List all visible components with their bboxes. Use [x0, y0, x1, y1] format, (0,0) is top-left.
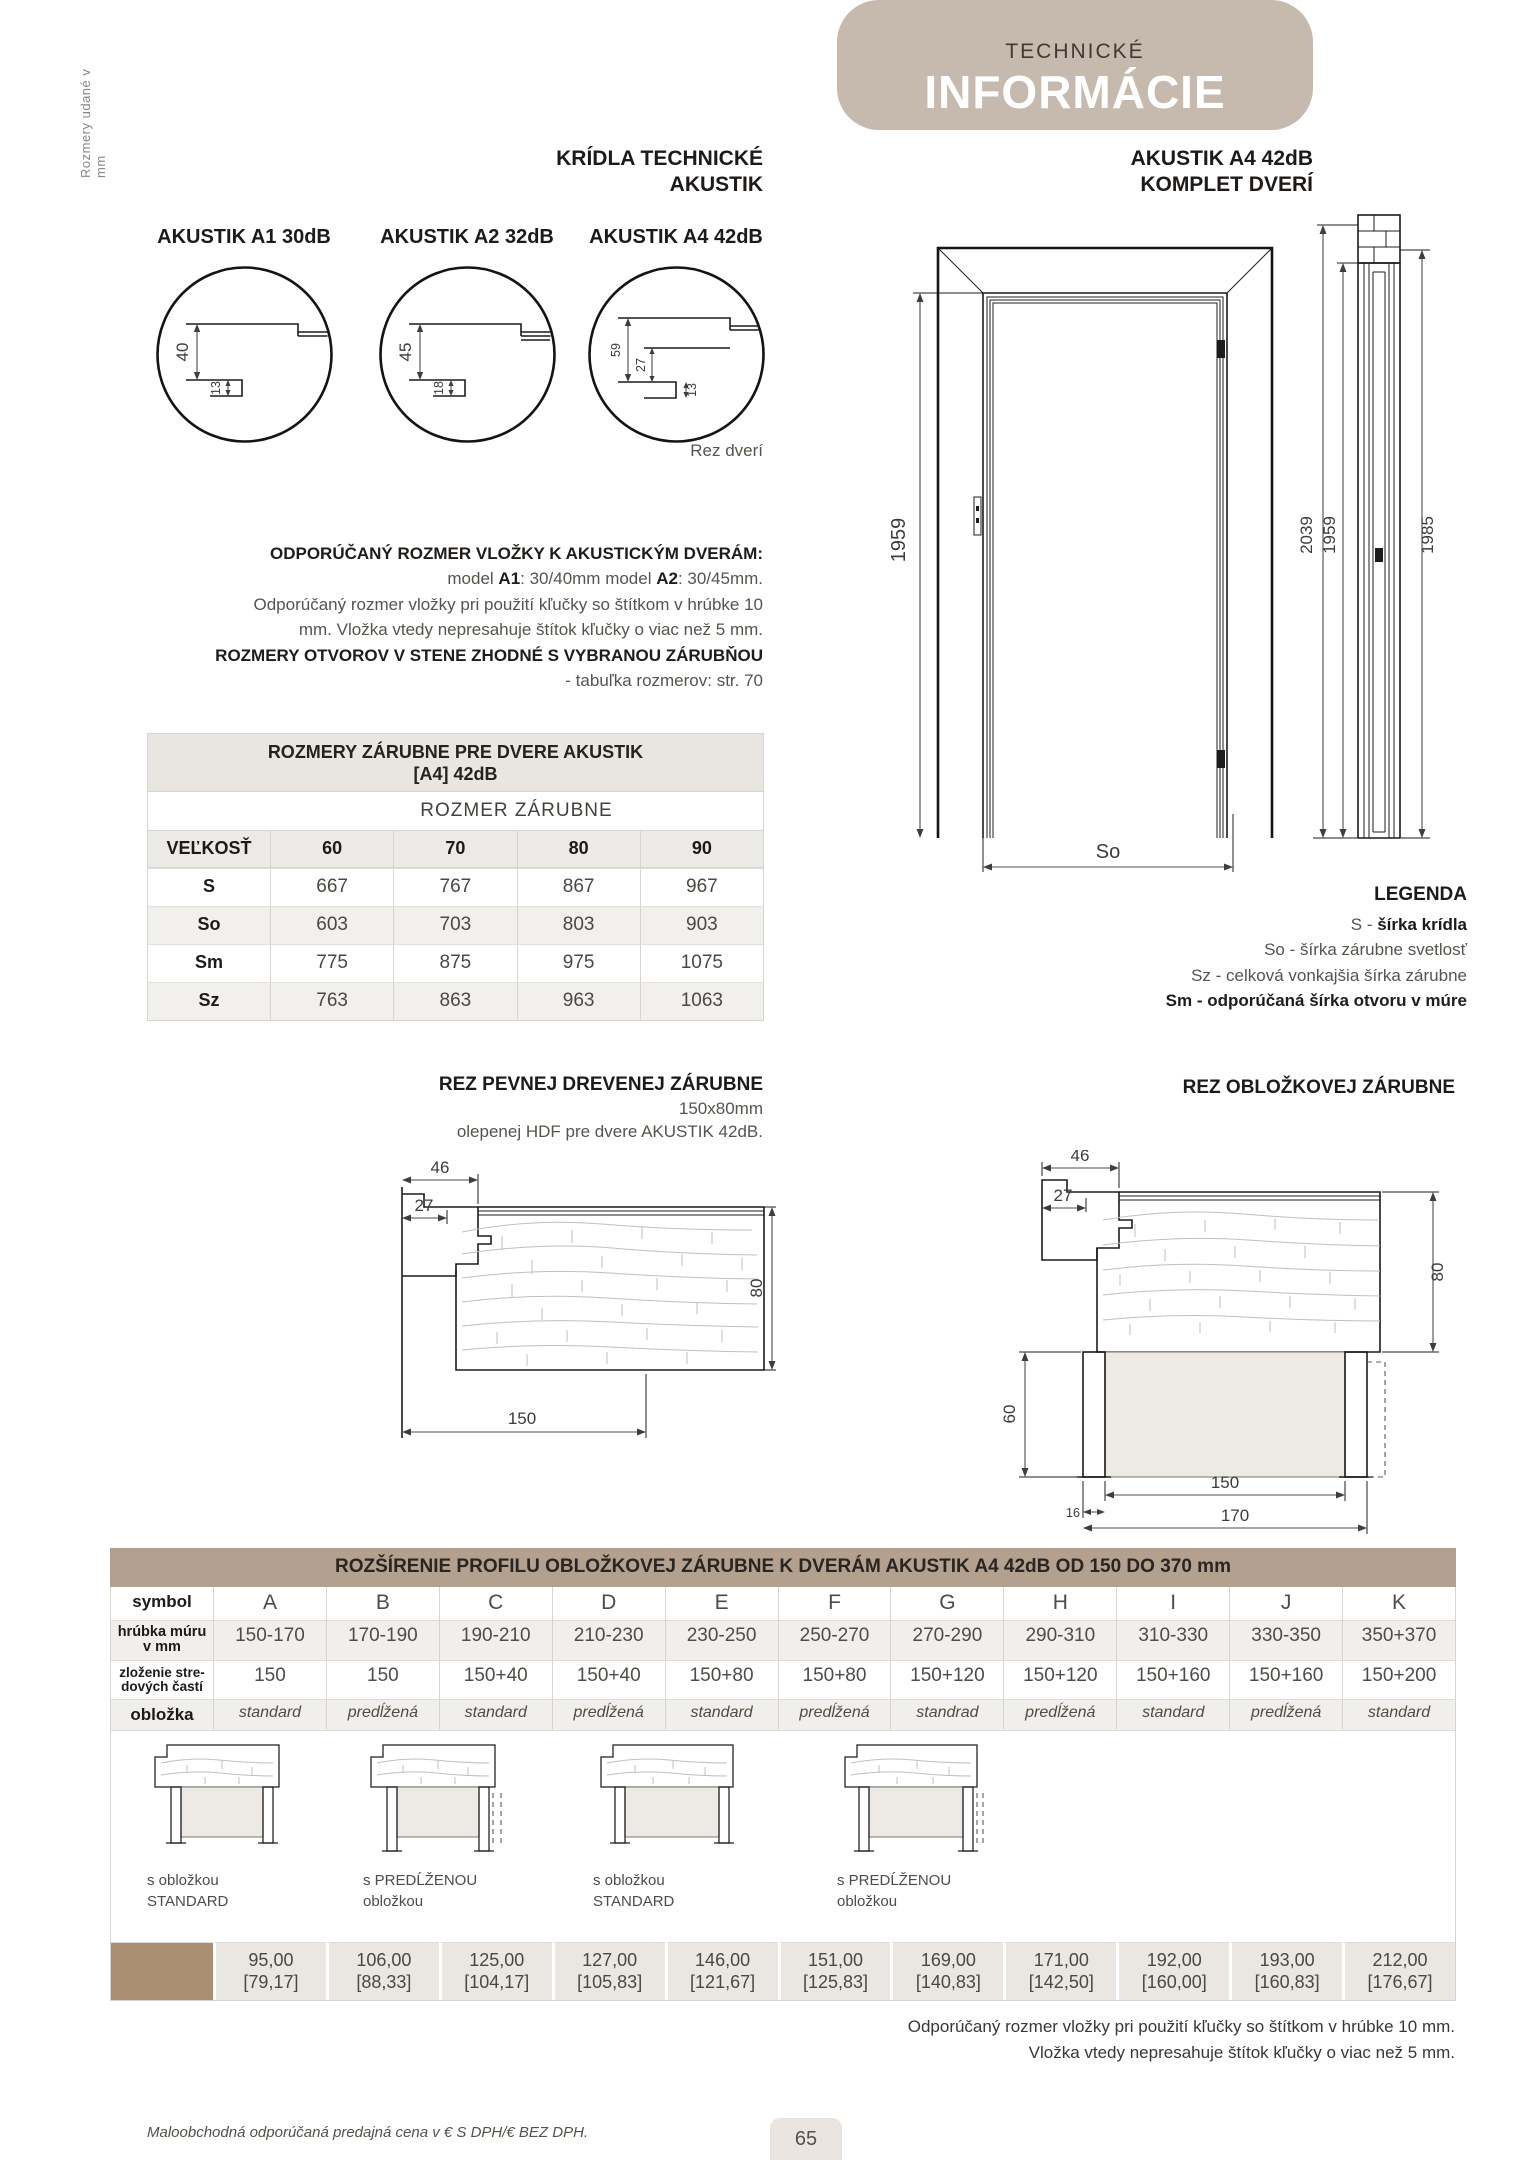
table-cell: 875: [393, 944, 516, 982]
row-label: hrúbka múru v mm: [111, 1620, 213, 1660]
badge-kicker: TECHNICKÉ: [1005, 40, 1145, 63]
section-header-badge: [837, 0, 1313, 130]
table-cell: 150+160: [1229, 1660, 1342, 1699]
profile-drawing-svg: [363, 1737, 513, 1859]
profile-drawing-svg: [837, 1737, 987, 1859]
section-subtitle: olepenej HDF pre dvere AKUSTIK 42dB.: [456, 1122, 763, 1141]
dim-label: 13: [685, 383, 699, 397]
table-cell: 963: [517, 982, 640, 1020]
rez-oblozkovej-drawing: [985, 1150, 1470, 1545]
profile-drawing-svg: [593, 1737, 743, 1859]
table-cell: 170-190: [326, 1620, 439, 1660]
casing-right: [1345, 1352, 1367, 1477]
price-cell: 171,00 [142,50]: [1003, 1942, 1116, 2000]
table-rozmery-zarubne: [147, 733, 764, 1021]
circle-title-a4: AKUSTIK A4 42dB: [589, 226, 763, 248]
table1-subtitle: ROZMER ZÁRUBNE: [148, 792, 763, 831]
circle-diagram-a1: [152, 262, 337, 447]
table-cell: standrad: [890, 1699, 1003, 1730]
hinge-mark: [1217, 340, 1225, 358]
legend-title: LEGENDA: [1374, 884, 1467, 905]
table-cell: predĺžená: [326, 1699, 439, 1730]
dim-label: 27: [414, 1196, 434, 1215]
table-cell: D: [552, 1587, 665, 1620]
caption-rez-dveri: Rez dverí: [690, 441, 763, 460]
dim-label: 13: [209, 381, 223, 395]
table-cell: predĺžená: [552, 1699, 665, 1730]
circle-diagram-a2: [375, 262, 560, 447]
heading-line: AKUSTIK: [669, 173, 763, 196]
row-label: zloženie stre- dových častí: [111, 1660, 213, 1699]
heading-line: KRÍDLA TECHNICKÉ: [556, 147, 763, 170]
intro-line: mm. Vložka vtedy nepresahuje štítok kľučky o viac než 5 mm.: [298, 620, 763, 640]
circle-diagram-a4: [584, 262, 769, 447]
dim-label: 80: [1428, 1262, 1447, 1282]
table2-composition-row: [111, 1660, 1455, 1699]
dim-label: 46: [1070, 1150, 1090, 1165]
table-cell: 903: [640, 906, 763, 944]
drawing-label: s obložkou STANDARD: [593, 1872, 675, 1910]
intro-line: model A1: 30/40mm model A2: 30/45mm.: [447, 569, 763, 589]
circle-title-a2: AKUSTIK A2 32dB: [380, 226, 554, 248]
heading-line: KOMPLET DVERÍ: [1140, 173, 1313, 196]
intro-line: - tabuľka rozmerov: str. 70: [565, 671, 763, 691]
table-cell: 150+80: [665, 1660, 778, 1699]
profile-drawing-extended-2: [837, 1737, 997, 1912]
heading-line: AKUSTIK A4 42dB: [1130, 147, 1313, 170]
footer-price-note: Maloobchodná odporúčaná predajná cena v € S DPH/€ BEZ DPH.: [147, 2124, 589, 2141]
table-cell: 763: [270, 982, 393, 1020]
table-cell: 270-290: [890, 1620, 1003, 1660]
door-diagram: [885, 210, 1470, 880]
table-cell: 703: [393, 906, 516, 944]
table-cell: standard: [439, 1699, 552, 1730]
dim-label: 27: [634, 358, 648, 372]
table1-row-sz: [148, 982, 763, 1020]
table-cell: 150+120: [1003, 1660, 1116, 1699]
table-cell: 190-210: [439, 1620, 552, 1660]
table-cell: 150+160: [1116, 1660, 1229, 1699]
table-cell: 803: [517, 906, 640, 944]
note-line: Odporúčaný rozmer vložky pri použití kľučky so štítkom v hrúbke 10 mm.: [907, 2017, 1455, 2036]
table-cell: 230-250: [665, 1620, 778, 1660]
table1-row-sm: [148, 944, 763, 982]
price-cell: 95,00 [79,17]: [213, 1942, 326, 2000]
heading-kridla-technicke: [556, 146, 763, 198]
table1-header-cell: VEĽKOSŤ: [148, 831, 270, 868]
dim-label: 170: [1220, 1506, 1250, 1525]
table-cell: 767: [393, 868, 516, 906]
table-cell: 863: [393, 982, 516, 1020]
table-cell: H: [1003, 1587, 1116, 1620]
side-vertical-note: Rozmery udané v mm: [78, 68, 108, 178]
dim-label: 46: [430, 1158, 450, 1177]
table-cell: standard: [1116, 1699, 1229, 1730]
dim-label: 40: [173, 342, 192, 362]
table1-row-so: [148, 906, 763, 944]
intro-paragraph: [123, 541, 763, 693]
table-cell: 975: [517, 944, 640, 982]
dim-label: 18: [432, 381, 446, 395]
note-line: Vložka vtedy nepresahuje štítok kľučky o viac než 5 mm.: [1028, 2043, 1455, 2062]
table-cell: 150-170: [213, 1620, 326, 1660]
dim-label: 45: [396, 342, 415, 362]
section-rez-oblozkovej-head: [1183, 1076, 1455, 1100]
table1-title-line: ROZMERY ZÁRUBNE PRE DVERE AKUSTIK: [267, 742, 644, 762]
legend-item: Sm - odporúčaná šírka otvoru v múre: [1165, 991, 1467, 1010]
table-cell: predĺžená: [1003, 1699, 1116, 1730]
table2-symbol-row: [111, 1587, 1455, 1620]
table-cell: F: [778, 1587, 891, 1620]
dim-label: 1985: [1418, 516, 1437, 554]
dim-label: 1959: [888, 517, 910, 563]
dim-label: 150: [1210, 1473, 1240, 1492]
table-cell: K: [1342, 1587, 1455, 1620]
table1-title-line: [A4] 42dB: [413, 764, 498, 784]
page-number: 65: [770, 2118, 842, 2160]
section-rez-pevnej-head: [439, 1073, 763, 1143]
price-cell: 151,00 [125,83]: [778, 1942, 891, 2000]
table-cell: standard: [1342, 1699, 1455, 1730]
table-cell: C: [439, 1587, 552, 1620]
table1-header-cell: 70: [393, 831, 516, 868]
table-cell: 310-330: [1116, 1620, 1229, 1660]
table-cell: 350+370: [1342, 1620, 1455, 1660]
badge-title: INFORMÁCIE: [924, 66, 1226, 118]
dim-label: 59: [609, 343, 623, 357]
dim-label: So: [1095, 841, 1121, 863]
profile-drawing-standard-2: [593, 1737, 753, 1912]
wall-brick-section: [1358, 215, 1400, 263]
dim-label: 2039: [1297, 516, 1316, 554]
table-cell: predĺžená: [1229, 1699, 1342, 1730]
dim-label: 150: [507, 1409, 537, 1428]
heading-komplet-dveri: [1131, 146, 1313, 198]
table1-header-cell: 60: [270, 831, 393, 868]
price-cell: 169,00 [140,83]: [890, 1942, 1003, 2000]
dim-label: 60: [1000, 1404, 1019, 1424]
legend: [1166, 882, 1467, 1014]
table-cell: G: [890, 1587, 1003, 1620]
table-cell: B: [326, 1587, 439, 1620]
casing-left: [1083, 1352, 1105, 1477]
row-label: S: [148, 868, 270, 906]
dim-label: 1959: [1320, 516, 1339, 554]
row-label: symbol: [132, 1592, 192, 1611]
table-cell: 867: [517, 868, 640, 906]
row-label: obložka: [111, 1699, 213, 1730]
section-subtitle: 150x80mm: [678, 1099, 763, 1118]
intro-line: ODPORÚČANÝ ROZMER VLOŽKY K AKUSTICKÝM DVERÁM:: [269, 544, 763, 563]
legend-item: So - šírka zárubne svetlosť: [1264, 940, 1467, 959]
table1-title: [148, 734, 763, 792]
table2-grid: [110, 1587, 1456, 2001]
table-cell: 150+200: [1342, 1660, 1455, 1699]
profile-drawing-standard-1: [147, 1737, 307, 1912]
table1-header-cell: 90: [640, 831, 763, 868]
price-cell: 127,00 [105,83]: [552, 1942, 665, 2000]
row-label: So: [148, 906, 270, 944]
table-cell: 330-350: [1229, 1620, 1342, 1660]
circle-title-a1: AKUSTIK A1 30dB: [157, 226, 331, 248]
table-cell: 667: [270, 868, 393, 906]
table-cell: 1063: [640, 982, 763, 1020]
table-cell: E: [665, 1587, 778, 1620]
dim-label: 16: [1066, 1506, 1080, 1520]
section-title: REZ OBLOŽKOVEJ ZÁRUBNE: [1182, 1077, 1455, 1098]
lock-mark: [974, 497, 981, 535]
table-cell: 967: [640, 868, 763, 906]
drawing-label: s PREDĹŽENOU obložkou: [363, 1872, 478, 1910]
bottom-note: [908, 2014, 1455, 2066]
drawing-label: s PREDĹŽENOU obložkou: [837, 1872, 952, 1910]
drawing-label: s obložkou STANDARD: [147, 1872, 229, 1910]
table-cell: 290-310: [1003, 1620, 1116, 1660]
price-row-header: [111, 1942, 213, 2000]
wall-section: [1105, 1352, 1345, 1477]
table-cell: 775: [270, 944, 393, 982]
table1-header-row: [148, 831, 763, 868]
legend-item: Sz - celková vonkajšia šírka zárubne: [1191, 965, 1467, 985]
profile-drawing-svg: [147, 1737, 297, 1859]
table-cell: standard: [665, 1699, 778, 1730]
table-cell: 150+40: [552, 1660, 665, 1699]
profile-drawing-extended-1: [363, 1737, 523, 1912]
table-cell: 150+120: [890, 1660, 1003, 1699]
table-cell: 603: [270, 906, 393, 944]
table-cell: 150+40: [439, 1660, 552, 1699]
table-cell: A: [213, 1587, 326, 1620]
table-cell: standard: [213, 1699, 326, 1730]
table2-title: ROZŠÍRENIE PROFILU OBLOŽKOVEJ ZÁRUBNE K DVERÁM AKUSTIK A4 42dB OD 150 DO 370 mm: [110, 1548, 1456, 1587]
price-cell: 125,00 [104,17]: [439, 1942, 552, 2000]
intro-line: Odporúčaný rozmer vložky pri použití kľučky so štítkom v hrúbke 10: [253, 594, 763, 614]
table2-oblozka-row: [111, 1699, 1455, 1730]
price-cell: 146,00 [121,67]: [665, 1942, 778, 2000]
table-cell: J: [1229, 1587, 1342, 1620]
table1-header-cell: 80: [517, 831, 640, 868]
row-label: Sz: [148, 982, 270, 1020]
table-cell: 150: [213, 1660, 326, 1699]
dim-label: 80: [747, 1278, 766, 1298]
table-cell: 250-270: [778, 1620, 891, 1660]
table-cell: 150: [326, 1660, 439, 1699]
table-rozsirenie-profilu: [110, 1548, 1456, 2001]
table-cell: predĺžená: [778, 1699, 891, 1730]
table2-price-row: [111, 1942, 1455, 2000]
row-label: Sm: [148, 944, 270, 982]
price-cell: 106,00 [88,33]: [326, 1942, 439, 2000]
table-cell: I: [1116, 1587, 1229, 1620]
table-cell: 210-230: [552, 1620, 665, 1660]
table-cell: 1075: [640, 944, 763, 982]
dim-label: 27: [1053, 1186, 1073, 1205]
intro-line: ROZMERY OTVOROV V STENE ZHODNÉ S VYBRANOU ZÁRUBŇOU: [215, 645, 763, 665]
table2-drawings-row: [111, 1730, 1455, 1942]
section-title: REZ PEVNEJ DREVENEJ ZÁRUBNE: [438, 1074, 763, 1095]
rez-pevnej-drawing: [392, 1152, 782, 1452]
price-cell: 193,00 [160,83]: [1229, 1942, 1342, 2000]
table2-thickness-row: [111, 1620, 1455, 1660]
price-cell: 212,00 [176,67]: [1342, 1942, 1455, 2000]
hinge-mark: [1217, 750, 1225, 768]
price-cell: 192,00 [160,00]: [1116, 1942, 1229, 2000]
legend-item: S - šírka krídla: [1350, 914, 1467, 934]
table1-row-s: [148, 868, 763, 906]
table-cell: 150+80: [778, 1660, 891, 1699]
